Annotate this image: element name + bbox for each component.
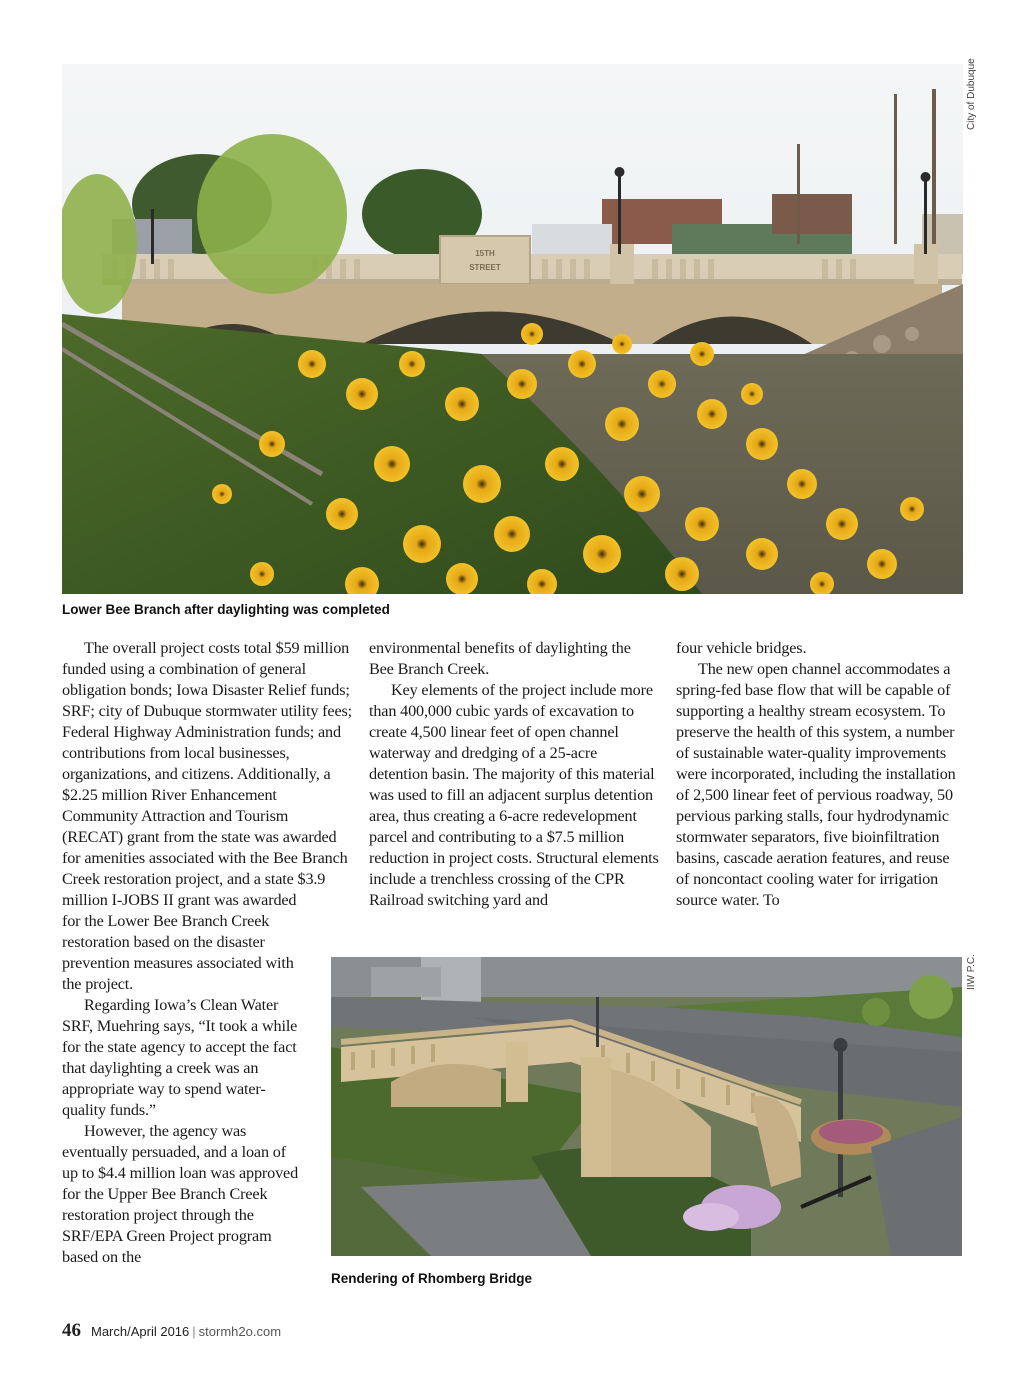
paragraph-project-costs: The overall project costs total $59 million funded using a combination of general obligation bonds; Iowa Disaster Relief funds; SRF; city of Dubuque stormwater utility fees; Federal Highway Administration funds; and contributions from local businesses, organizations, and citizens. Additionally, a $2.25 million River Enhancement Community Attraction and Tourism (RECAT) grant from the state was awarded for amenities associated with the Bee Branch Creek restoration project, and a state $3.9 million I-JOBS II grant was awarded	[62, 639, 352, 909]
page-number: 46	[62, 1320, 81, 1341]
issue-date: March/April 2016	[91, 1324, 190, 1339]
photo-lower-bee-branch-image	[62, 64, 963, 594]
paragraph-environmental-benefits: environmental benefits of daylighting the Bee Branch Creek.	[369, 639, 631, 678]
text-column-2	[369, 638, 659, 911]
rendering-rhomberg-bridge	[331, 957, 962, 1256]
page-footer	[62, 1320, 281, 1342]
footer-website: stormh2o.com	[198, 1324, 282, 1339]
paragraph-clean-water-srf: Regarding Iowa’s Clean Water SRF, Muehring says, “It took a while for the state agency to accept the fact that daylighting a creek was an appropriate way to spend water-quality funds.”	[62, 996, 298, 1119]
text-column-1	[62, 638, 352, 1268]
photo-credit-top: City of Dubuque	[966, 58, 977, 130]
text-column-1-narrow	[62, 911, 302, 1268]
paragraph-key-elements: Key elements of the project include more than 400,000 cubic yards of excavation to create 4,500 linear feet of open channel waterway and dredging of a 25-acre detention basin. The majority of this material was used to fill an adjacent surplus detention area, thus creating a 6-acre redevelopment parcel and contributing to a $7.5 million reduction in project costs. Structural elements include a trenchless crossing of the CPR Railroad switching yard and	[369, 681, 659, 909]
photo-lower-bee-branch	[62, 64, 963, 594]
bridge-sign-line2: STREET	[469, 263, 501, 272]
bridge-sign-line1: 15TH	[475, 249, 495, 258]
paragraph-project-costs-continued: for the Lower Bee Branch Creek restoration based on the disaster prevention measures associated with the project.	[62, 912, 294, 993]
photo-credit-bottom: IIW P.C.	[966, 954, 977, 990]
photo-caption-top: Lower Bee Branch after daylighting was completed	[62, 602, 390, 617]
text-column-3	[676, 638, 966, 911]
footer-separator: |	[192, 1324, 196, 1339]
paragraph-agency-persuaded: However, the agency was eventually persuaded, and a loan of up to $4.4 million loan was approved for the Upper Bee Branch Creek restoration project through the SRF/EPA Green Project program based on the	[62, 1122, 299, 1266]
rendering-rhomberg-bridge-image	[331, 957, 962, 1256]
paragraph-vehicle-bridges: four vehicle bridges.	[676, 639, 807, 657]
photo-caption-bottom: Rendering of Rhomberg Bridge	[331, 1271, 533, 1286]
paragraph-open-channel: The new open channel accommodates a spring-fed base flow that will be capable of supporting a healthy stream ecosystem. To preserve the health of this system, a number of sustainable water-quality improvements were incorporated, including the installation of 2,500 linear feet of pervious roadway, 50 pervious parking stalls, four hydrodynamic stormwater separators, five bioinfiltration basins, cascade aeration features, and reuse of noncontact cooling water for irrigation source water. To	[676, 660, 956, 909]
